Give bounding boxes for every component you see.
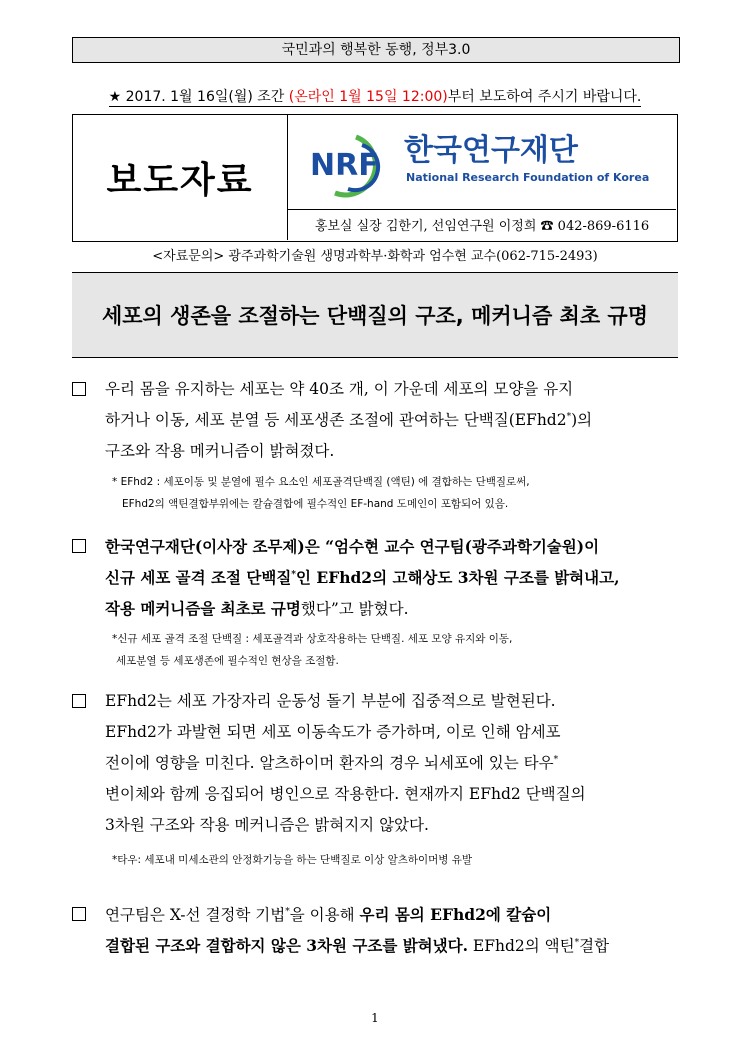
embargo-date: 2017. 1월 16일(월) 조간 bbox=[125, 89, 289, 105]
paragraph-line bbox=[72, 899, 682, 930]
text-span: 을 이용해 bbox=[289, 906, 360, 924]
paragraph-line bbox=[72, 717, 682, 748]
text-span: 우리 몸의 EFhd2에 칼슘이 bbox=[359, 905, 552, 924]
paragraph-line bbox=[72, 436, 682, 467]
paragraph-line bbox=[72, 531, 682, 562]
paragraph-line bbox=[72, 779, 682, 810]
text-span: 하거나 이동, 세포 분열 등 세포생존 조절에 관여하는 단백질(EFhd2 bbox=[105, 411, 567, 429]
text-span: EFhd2가 과발현 되면 세포 이동속도가 증가하며, 이로 인해 암세포 bbox=[105, 723, 561, 741]
text-span: 연구팀은 X-선 결정학 기법 bbox=[105, 906, 286, 924]
paragraph-line bbox=[72, 686, 682, 717]
text-span: EFhd2의 액틴 bbox=[468, 937, 575, 955]
text-span: 결합 bbox=[579, 937, 610, 955]
inquiry-info: <자료문의> 광주과학기술원 생명과학부·화학과 엄수현 교수(062-715-2493) bbox=[152, 249, 598, 264]
footnote: EFhd2의 액틴결합부위에는 칼슘결합에 필수적인 EF-hand 도메인이 포함되어 있음. bbox=[122, 498, 509, 510]
logo-korean-name: 한국연구재단 bbox=[404, 133, 578, 168]
nrf-logo-graphic bbox=[288, 115, 676, 209]
paragraph-line bbox=[72, 810, 682, 841]
page-number: 1 bbox=[371, 1011, 379, 1025]
government-slogan: 국민과의 행복한 동행, 정부3.0 bbox=[72, 37, 680, 63]
checkbox-bullet-icon bbox=[72, 382, 86, 396]
text-span: 전이에 영향을 미친다. 알츠하이머 환자의 경우 뇌세포에 있는 타우 bbox=[105, 754, 554, 772]
paragraph-line bbox=[72, 748, 682, 779]
text-span: 결합된 구조와 결합하지 않은 3차원 구조를 밝혀냈다. bbox=[105, 936, 468, 955]
paragraph-line bbox=[72, 374, 682, 405]
text-span: 우리 몸을 유지하는 세포는 약 40조 개, 이 가운데 세포의 모양을 유지 bbox=[105, 380, 574, 398]
text-span: EFhd2는 세포 가장자리 운동성 돌기 부분에 집중적으로 발현된다. bbox=[105, 692, 556, 710]
press-header bbox=[72, 114, 678, 242]
text-span: 인 EFhd2의 고해상도 3차원 구조를 밝혀내고, bbox=[296, 568, 620, 587]
footnote: *타우: 세포내 미세소관의 안정화기능을 하는 단백질로 이상 알츠하이머병 유발 bbox=[112, 854, 473, 866]
embargo-underline bbox=[109, 89, 642, 107]
text-span: 구조와 작용 메커니즘이 밝혀졌다. bbox=[105, 442, 335, 460]
paragraph-1 bbox=[72, 374, 682, 515]
logo-abbrev: NRF bbox=[310, 148, 379, 183]
footnote-mark: * bbox=[553, 754, 559, 765]
checkbox-bullet-icon bbox=[72, 539, 86, 553]
press-release-label: 보도자료 bbox=[73, 115, 288, 240]
text-span: 변이체와 함께 응집되어 병인으로 작용한다. 현재까지 EFhd2 단백질의 bbox=[105, 785, 586, 803]
page-title: 세포의 생존을 조절하는 단백질의 구조, 메커니즘 최초 규명 bbox=[72, 272, 678, 358]
nrf-logo bbox=[288, 115, 676, 210]
pr-contact: 홍보실 실장 김한기, 선임연구원 이정희 ☎ 042-869-6116 bbox=[314, 219, 650, 234]
text-span: 했다”고 밝혔다. bbox=[300, 600, 409, 618]
paragraph-line bbox=[72, 562, 682, 593]
embargo-online-time: (온라인 1월 15일 12:00) bbox=[288, 89, 448, 105]
footnote: *신규 세포 골격 조절 단백질 : 세포골격과 상호작용하는 단백질. 세포 모양 유지와 이동, bbox=[112, 633, 513, 645]
paragraph-line bbox=[72, 930, 682, 961]
text-span: 한국연구재단(이사장 조무제)은 “엄수현 교수 연구팀(광주과학기술원)이 bbox=[105, 537, 600, 556]
footnote: 세포분열 등 세포생존에 필수적인 현상을 조절함. bbox=[116, 655, 339, 667]
embargo-request: 부터 보도하여 주시기 바랍니다. bbox=[447, 89, 642, 105]
paragraph-line bbox=[72, 405, 682, 436]
paragraph-3 bbox=[72, 686, 682, 871]
star-icon: ★ bbox=[108, 89, 122, 105]
footnote-mark: * bbox=[285, 906, 290, 917]
checkbox-bullet-icon bbox=[72, 694, 86, 708]
footnote: * EFhd2 : 세포이동 및 분열에 필수 요소인 세포골격단백질 (액틴) 에 결합하는 단백질로써, bbox=[112, 476, 530, 488]
embargo-notice bbox=[72, 88, 678, 106]
footnote-mark: * bbox=[574, 937, 580, 948]
logo-english-name: National Research Foundation of Korea bbox=[406, 171, 650, 184]
footnote-mark: * bbox=[291, 569, 297, 580]
paragraph-2 bbox=[72, 531, 682, 672]
text-span: )의 bbox=[571, 411, 593, 429]
text-span: 3차원 구조와 작용 메커니즘은 밝혀지지 않았다. bbox=[105, 816, 429, 834]
text-span: 신규 세포 골격 조절 단백질 bbox=[105, 568, 292, 587]
footnote-mark: * bbox=[566, 411, 572, 422]
paragraph-line bbox=[72, 593, 682, 624]
text-span: 작용 메커니즘을 최초로 규명 bbox=[105, 599, 301, 618]
paragraph-4 bbox=[72, 899, 682, 961]
checkbox-bullet-icon bbox=[72, 907, 86, 921]
